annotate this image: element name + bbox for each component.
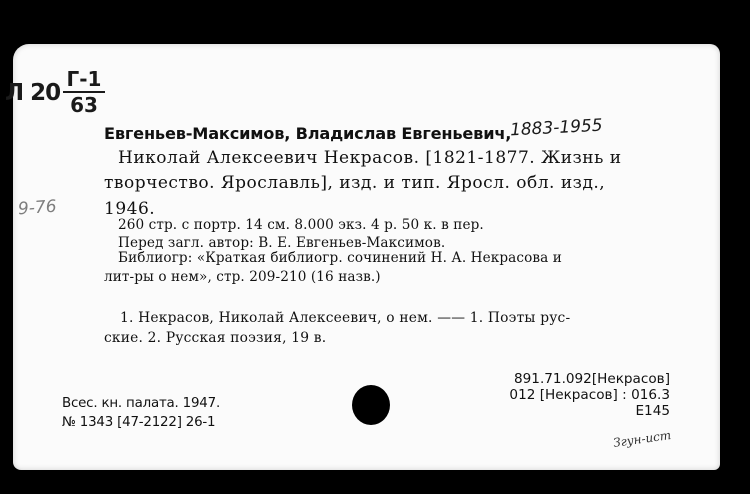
note-line: Библиогр: «Краткая библиогр. сочинений Н. А. Некрасова и xyxy=(118,250,562,266)
note-line: Перед загл. автор: В. Е. Евгеньев-Максимов. xyxy=(118,235,446,251)
author-heading: Евгеньев-Максимов, Владислав Евгеньевич, xyxy=(104,124,512,143)
classification-line: 012 [Некрасов] : 016.3 xyxy=(509,387,670,403)
publisher-note: № 1343 [47-2122] 26-1 xyxy=(62,415,216,430)
handwritten-years: 1883-1955 xyxy=(509,115,604,141)
title-line: Николай Алексеевич Некрасов. [1821-1877. Жизнь и xyxy=(118,148,622,168)
note-line: лит-ры о нем», стр. 209-210 (16 назв.) xyxy=(104,269,381,285)
title-line: 1946. xyxy=(104,199,156,219)
classification-line: 891.71.092[Некрасов] xyxy=(514,371,670,387)
subject-line: 1. Некрасов, Николай Алексеевич, о нем. —— 1. Поэты рус- xyxy=(120,310,571,326)
shelfmark-fraction-top: Г-1 xyxy=(66,67,102,91)
subject-line: ские. 2. Русская поэзия, 19 в. xyxy=(104,330,327,346)
title-line: творчество. Ярославль], изд. и тип. Яросл. обл. изд., xyxy=(104,173,606,193)
publisher-note: Всес. кн. палата. 1947. xyxy=(62,396,220,411)
shelfmark-main: Л 20 xyxy=(5,80,61,106)
shelfmark-fraction xyxy=(61,68,107,116)
classification-line: Е145 xyxy=(635,403,670,419)
handwritten-signature: Згун-ист xyxy=(612,428,672,450)
note-line: 260 стр. с портр. 14 см. 8.000 экз. 4 р. 50 к. в пер. xyxy=(118,217,484,233)
shelfmark-fraction-bottom: 63 xyxy=(70,93,98,117)
punch-hole xyxy=(352,385,390,425)
side-mark: 9-76 xyxy=(17,196,58,220)
